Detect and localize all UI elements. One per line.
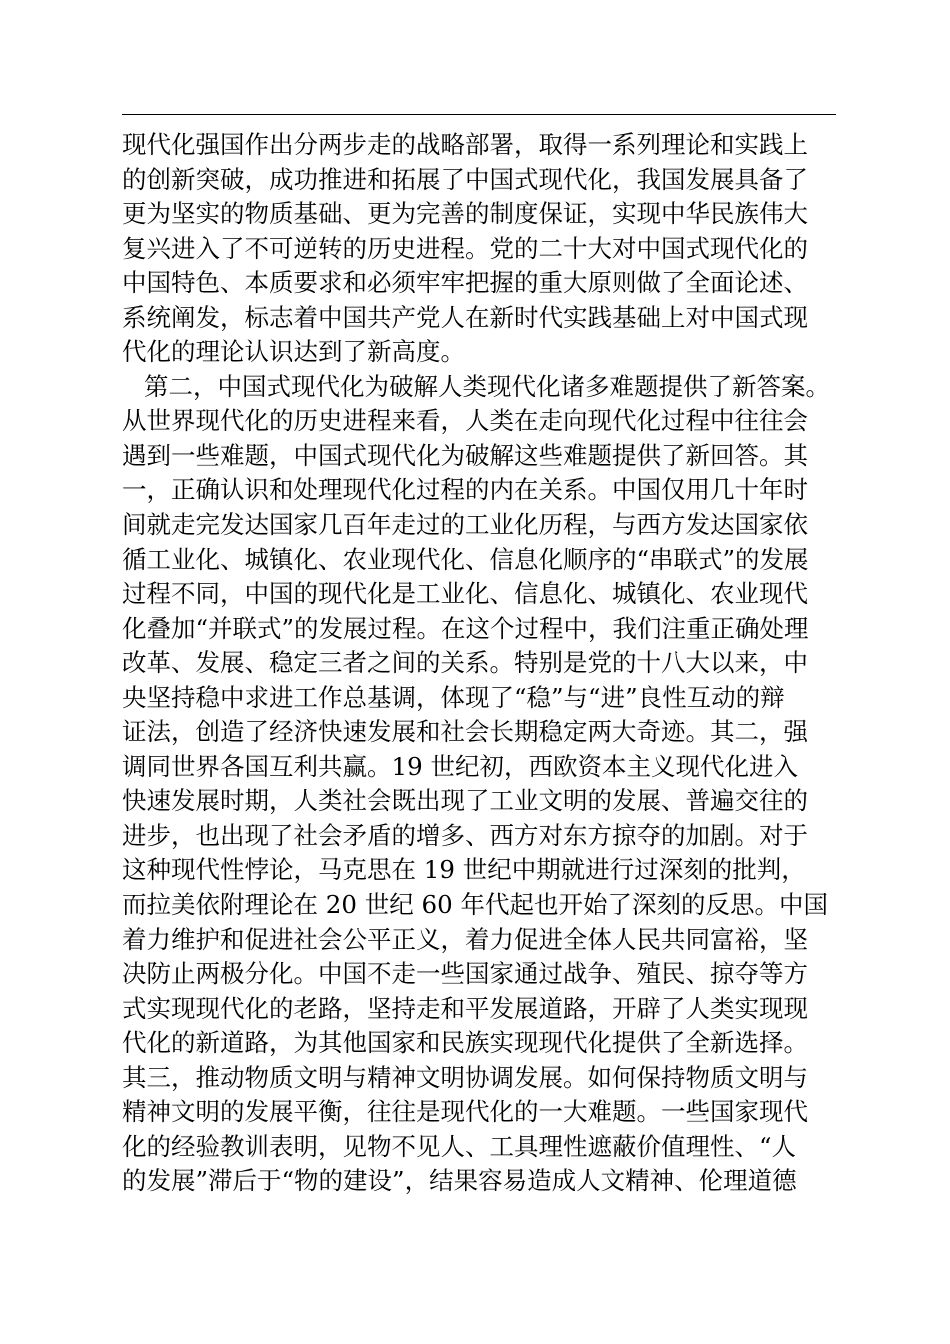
text-line: 决防止两极分化。中国不走一些国家通过战争、殖民、掠夺等方 <box>122 959 808 989</box>
text-line: 着力维护和促进社会公平正义，着力促进全体人民共同富裕，坚 <box>122 924 808 954</box>
header-rule <box>122 114 836 115</box>
text-line: 中国特色、本质要求和必须牢牢把握的重大原则做了全面论述、 <box>122 268 808 298</box>
text-line: 一，正确认识和处理现代化过程的内在关系。中国仅用几十年时 <box>122 475 808 505</box>
text-line: 从世界现代化的历史进程来看，人类在走向现代化过程中往往会 <box>122 406 808 436</box>
text-line: 循工业化、城镇化、农业现代化、信息化顺序的“串联式”的发展 <box>122 544 809 574</box>
text-line: 式实现现代化的老路，坚持走和平发展道路，开辟了人类实现现 <box>122 993 808 1023</box>
text-line: 证法，创造了经济快速发展和社会长期稳定两大奇迹。其二，强 <box>122 717 808 747</box>
text-line: 复兴进入了不可逆转的历史进程。党的二十大对中国式现代化的 <box>122 233 808 263</box>
text-line: 调同世界各国互利共赢。19 世纪初，西欧资本主义现代化进入 <box>122 751 798 781</box>
text-line: 过程不同，中国的现代化是工业化、信息化、城镇化、农业现代 <box>122 579 808 609</box>
text-line: 的创新突破，成功推进和拓展了中国式现代化，我国发展具备了 <box>122 164 808 194</box>
text-line: 遇到一些难题，中国式现代化为破解这些难题提供了新回答。其 <box>122 440 808 470</box>
text-line: 代化的理论认识达到了新高度。 <box>122 337 465 367</box>
paragraph-start-line: 第二，中国式现代化为破解人类现代化诸多难题提供了新答案。 <box>144 371 830 401</box>
text-line: 而拉美依附理论在 20 世纪 60 年代起也开始了深刻的反思。中国 <box>122 890 828 920</box>
text-line: 间就走完发达国家几百年走过的工业化历程，与西方发达国家依 <box>122 510 808 540</box>
text-line: 代化的新道路，为其他国家和民族实现现代化提供了全新选择。 <box>122 1028 808 1058</box>
text-line: 精神文明的发展平衡，往往是现代化的一大难题。一些国家现代 <box>122 1097 808 1127</box>
text-line: 快速发展时期，人类社会既出现了工业文明的发展、普遍交往的 <box>122 786 808 816</box>
text-line: 更为坚实的物质基础、更为完善的制度保证，实现中华民族伟大 <box>122 199 808 229</box>
text-line: 其三，推动物质文明与精神文明协调发展。如何保持物质文明与 <box>122 1062 808 1092</box>
text-line: 央坚持稳中求进工作总基调，体现了“稳”与“进”良性互动的辩 <box>122 682 785 712</box>
text-line: 系统阐发，标志着中国共产党人在新时代实践基础上对中国式现 <box>122 302 808 332</box>
text-line: 这种现代性悖论，马克思在 19 世纪中期就进行过深刻的批判， <box>122 855 806 885</box>
body-text <box>122 128 842 1199</box>
text-line: 现代化强国作出分两步走的战略部署，取得一系列理论和实践上 <box>122 130 808 159</box>
text-line: 进步，也出现了社会矛盾的增多、西方对东方掠夺的加剧。对于 <box>122 820 808 850</box>
text-line: 化的经验教训表明，见物不见人、工具理性遮蔽价值理性、“人 <box>122 1131 797 1161</box>
text-line: 改革、发展、稳定三者之间的关系。特别是党的十八大以来，中 <box>122 648 808 678</box>
text-line: 的发展”滞后于“物的建设”，结果容易造成人文精神、伦理道德 <box>122 1166 797 1196</box>
text-line: 化叠加“并联式”的发展过程。在这个过程中，我们注重正确处理 <box>122 613 809 643</box>
